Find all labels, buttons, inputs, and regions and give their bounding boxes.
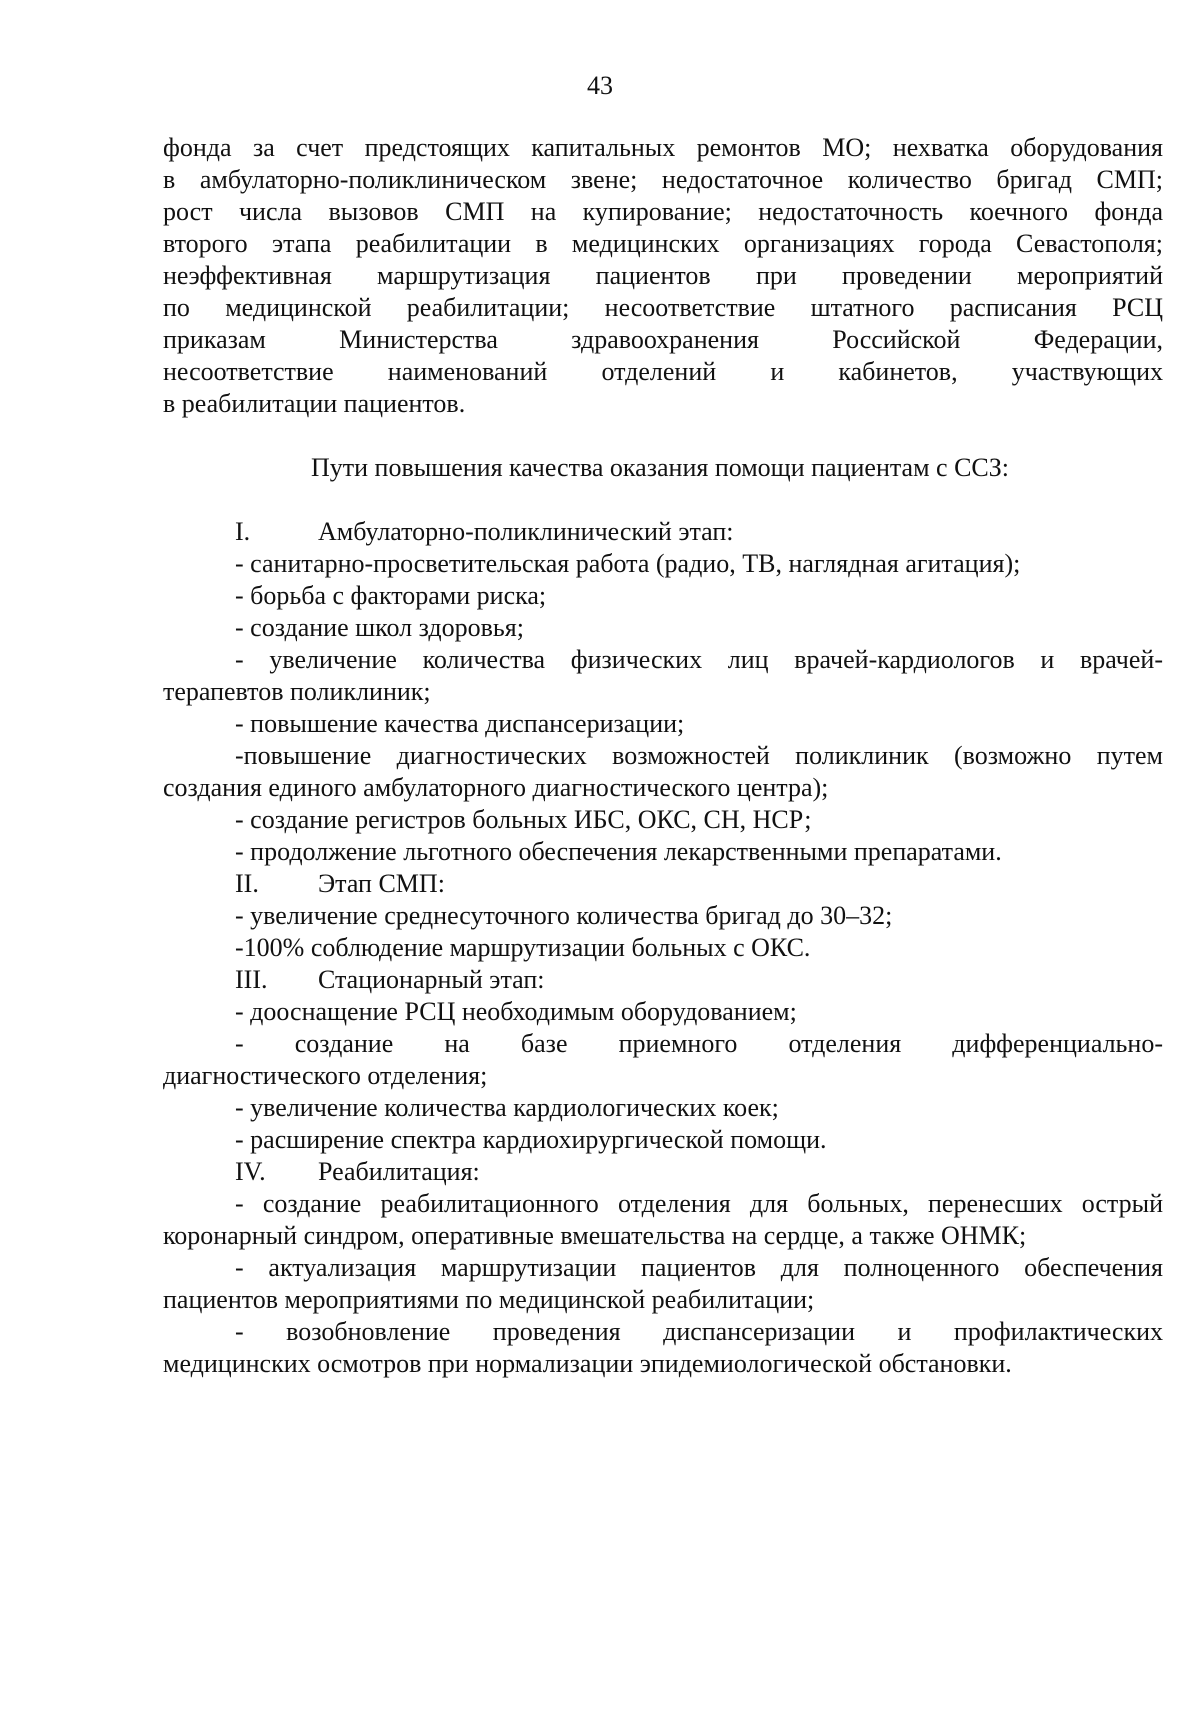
list-item: - продолжение льготного обеспечения лекарственными препаратами. [235, 837, 1002, 866]
section-title-line [163, 964, 1163, 996]
intro-line: в реабилитации пациентов. [163, 389, 466, 418]
section-title: Стационарный этап: [318, 965, 545, 994]
section-title-line [163, 516, 1163, 548]
section-title: Амбулаторно-поликлинический этап: [318, 517, 734, 546]
list-item: - борьба с факторами риска; [235, 581, 547, 610]
section-emergency [163, 868, 1163, 964]
list-item: - дооснащение РСЦ необходимым оборудованием; [235, 997, 797, 1026]
list-item: - увеличение количества кардиологических коек; [235, 1093, 779, 1122]
section-number: I. [235, 517, 251, 546]
list-item: - создание на базе приемного отделения дифференциально- [235, 1029, 1163, 1058]
intro-line: фонда за счет предстоящих капитальных ремонтов МО; нехватка оборудования [163, 133, 1163, 162]
section-title-line [163, 1156, 1163, 1188]
intro-line: приказам Министерства здравоохранения Российской Федерации, [163, 325, 1163, 354]
section-title: Реабилитация: [318, 1157, 480, 1186]
section-inpatient [163, 964, 1163, 1156]
list-item: - возобновление проведения диспансеризации и профилактических [235, 1317, 1163, 1346]
list-item: - повышение качества диспансеризации; [235, 709, 685, 738]
list-item-continuation: создания единого амбулаторного диагностического центра); [163, 773, 829, 802]
intro-line: второго этапа реабилитации в медицинских организациях города Севастополя; [163, 229, 1163, 258]
list-item-continuation: медицинских осмотров при нормализации эпидемиологической обстановки. [163, 1349, 1012, 1378]
section-title: Этап СМП: [318, 869, 445, 898]
intro-line: неэффективная маршрутизация пациентов при проведении мероприятий [163, 261, 1163, 290]
list-item-continuation: коронарный синдром, оперативные вмешательства на сердце, а также ОНМК; [163, 1221, 1027, 1250]
section-rehabilitation [163, 1156, 1163, 1380]
intro-line: рост числа вызовов СМП на купирование; недостаточность коечного фонда [163, 197, 1163, 226]
list-item: - увеличение количества физических лиц врачей-кардиологов и врачей- [235, 645, 1163, 674]
intro-line: по медицинской реабилитации; несоответствие штатного расписания РСЦ [163, 293, 1163, 322]
list-item: - увеличение среднесуточного количества бригад до 30–32; [235, 901, 893, 930]
list-item: -100% соблюдение маршрутизации больных с ОКС. [235, 933, 811, 962]
list-item-continuation: диагностического отделения; [163, 1061, 488, 1090]
section-number: II. [235, 869, 259, 898]
section-title-line [163, 868, 1163, 900]
section-heading: Пути повышения качества оказания помощи пациентам с ССЗ: [311, 453, 1010, 482]
list-item: - расширение спектра кардиохирургической помощи. [235, 1125, 827, 1154]
list-item: - санитарно-просветительская работа (радио, ТВ, наглядная агитация); [235, 549, 1021, 578]
list-item: -повышение диагностических возможностей поликлиник (возможно путем [235, 741, 1163, 770]
intro-line: в амбулаторно-поликлиническом звене; недостаточное количество бригад СМП; [163, 165, 1163, 194]
list-item: - создание школ здоровья; [235, 613, 524, 642]
intro-paragraph [163, 132, 1163, 420]
list-item: - создание регистров больных ИБС, ОКС, СН, НСР; [235, 805, 812, 834]
document-body [163, 132, 1163, 1380]
list-item-continuation: терапевтов поликлиник; [163, 677, 431, 706]
intro-line: несоответствие наименований отделений и кабинетов, участвующих [163, 357, 1163, 386]
section-number: IV. [235, 1157, 266, 1186]
section-number: III. [235, 965, 268, 994]
section-outpatient [163, 516, 1163, 868]
list-item: - создание реабилитационного отделения для больных, перенесших острый [235, 1189, 1163, 1218]
page-number: 43 [587, 71, 613, 100]
list-item: - актуализация маршрутизации пациентов для полноценного обеспечения [235, 1253, 1163, 1282]
list-item-continuation: пациентов мероприятиями по медицинской реабилитации; [163, 1285, 815, 1314]
